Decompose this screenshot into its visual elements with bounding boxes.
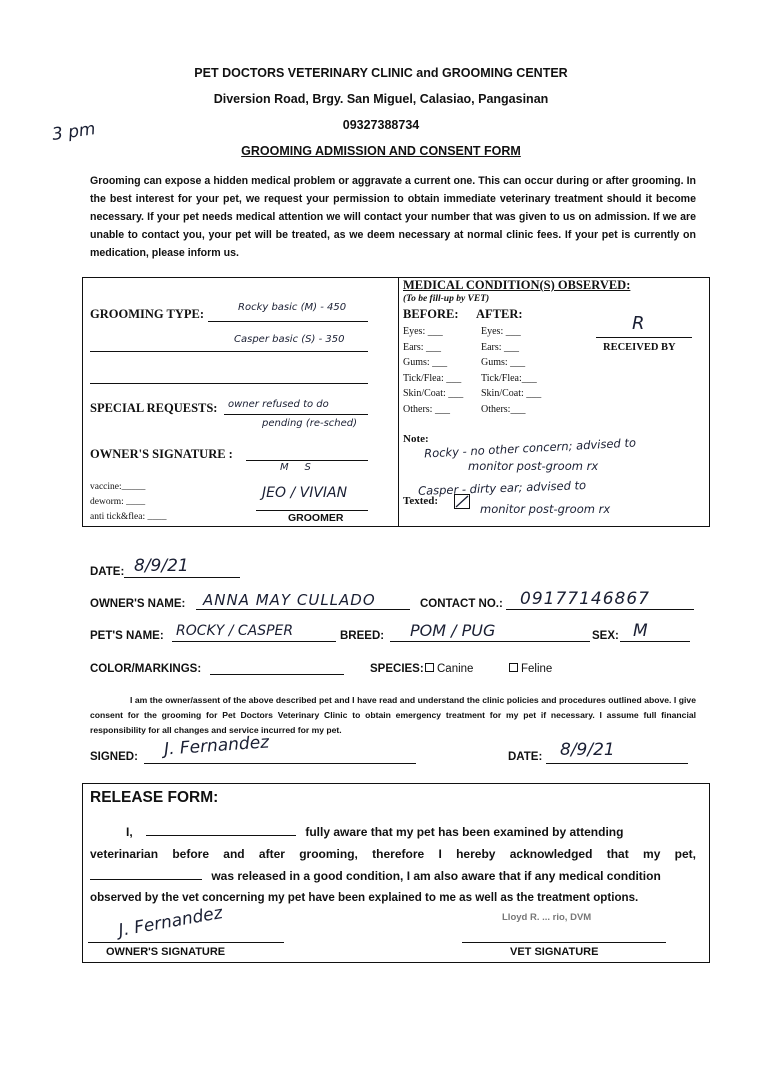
texted-checkbox[interactable] — [454, 494, 470, 509]
date-label: DATE: — [90, 566, 125, 578]
owner-signature-line — [246, 445, 368, 461]
texted-label: Texted: — [403, 495, 439, 507]
species-label: SPECIES: — [370, 663, 424, 675]
after-ears: Ears: ___ — [481, 341, 520, 353]
special-requests-value2: pending (re-sched) — [262, 418, 358, 429]
box-divider — [398, 277, 399, 526]
species-canine-option[interactable] — [425, 663, 473, 675]
grooming-type-value1: Rocky basic (M) - 450 — [238, 302, 347, 313]
deworm-label: deworm: ____ — [90, 497, 146, 507]
note-line4: monitor post-groom rx — [480, 502, 611, 516]
before-list — [403, 324, 463, 417]
breed-label: BREED: — [340, 630, 385, 642]
form-title: GROOMING ADMISSION AND CONSENT FORM — [241, 144, 521, 158]
received-label: RECEIVED BY — [603, 342, 676, 353]
before-skin: Skin/Coat: ___ — [403, 388, 464, 399]
before-label: BEFORE: — [403, 307, 459, 321]
grooming-type-line3 — [90, 368, 368, 384]
note-line3: Casper - dirty ear; advised to — [417, 478, 587, 498]
signed-date-label: DATE: — [508, 751, 543, 763]
canine-checkbox[interactable] — [425, 663, 434, 672]
after-tick: Tick/Flea:___ — [481, 372, 537, 384]
groomer-marks: M S — [280, 462, 311, 473]
special-requests-value1: owner refused to do — [228, 399, 329, 410]
release-line3-text: was released in a good condition, I am also aware that if any medical condition — [211, 869, 661, 883]
release-line1-text: fully aware that my pet has been examined by attending — [305, 825, 624, 839]
check-mark-icon — [455, 495, 469, 508]
release-i: I, — [126, 825, 133, 839]
vet-stamp: Lloyd R. ... rio, DVM — [502, 912, 592, 923]
canine-label: Canine — [437, 663, 474, 675]
after-gums: Gums: ___ — [481, 357, 526, 368]
color-markings-line — [210, 660, 344, 675]
special-requests-label: SPECIAL REQUESTS: — [90, 401, 218, 415]
antitick-label: anti tick&flea: ____ — [90, 512, 167, 522]
feline-label: Feline — [521, 663, 553, 675]
received-mark: R — [632, 313, 645, 334]
sex-label: SEX: — [592, 630, 619, 642]
clinic-phone: 09327388734 — [342, 118, 420, 132]
release-line1 — [90, 821, 696, 843]
release-pet-blank — [90, 865, 202, 880]
grooming-type-label: GROOMING TYPE: — [90, 307, 205, 321]
before-others: Others: ___ — [403, 403, 450, 415]
signed-signature: J. Fernandez — [163, 732, 270, 760]
groomer-label: GROOMER — [288, 512, 344, 524]
after-list — [481, 324, 541, 417]
species-feline-option[interactable] — [509, 663, 552, 675]
owner-name-label: OWNER'S NAME: — [90, 598, 186, 610]
contact-label: CONTACT NO.: — [420, 598, 503, 610]
note-line2: monitor post-groom rx — [468, 459, 599, 473]
after-others: Others:___ — [481, 403, 526, 415]
after-label: AFTER: — [476, 307, 523, 321]
before-eyes: Eyes: ___ — [403, 326, 443, 337]
before-ears: Ears: ___ — [403, 341, 442, 353]
release-line4: observed by the vet concerning my pet have been explained to me as well as the treatment options. — [90, 891, 639, 904]
note-line1: Rocky - no other concern; advised to — [423, 435, 637, 461]
pet-name-value: ROCKY / CASPER — [176, 623, 294, 639]
release-owner-line — [88, 928, 284, 943]
after-eyes: Eyes: ___ — [481, 326, 521, 337]
vaccine-label: vaccine:_____ — [90, 482, 146, 492]
before-tick: Tick/Flea: ___ — [403, 372, 462, 384]
owner-signature-label: OWNER'S SIGNATURE : — [90, 447, 233, 461]
color-markings-label: COLOR/MARKINGS: — [90, 663, 202, 675]
medical-title: MEDICAL CONDITION(S) OBSERVED: — [403, 278, 631, 292]
release-vet-line — [462, 928, 666, 943]
contact-value: 09177146867 — [520, 589, 650, 609]
before-gums: Gums: ___ — [403, 357, 448, 368]
pet-name-label: PET'S NAME: — [90, 630, 164, 642]
release-owner-label: OWNER'S SIGNATURE — [106, 946, 226, 958]
clinic-name: PET DOCTORS VETERINARY CLINIC and GROOMING CENTER — [194, 66, 568, 80]
medical-subtitle: (To be fill-up by VET) — [403, 294, 490, 304]
note-label: Note: — [403, 433, 429, 445]
after-skin: Skin/Coat: ___ — [481, 388, 542, 399]
groomer-signature: JEO / VIVIAN — [262, 485, 348, 501]
grooming-type-value2: Casper basic (S) - 350 — [234, 334, 345, 345]
release-line3 — [90, 865, 696, 887]
breed-value: POM / PUG — [410, 621, 496, 640]
signed-label: SIGNED: — [90, 751, 138, 763]
intro-paragraph: Grooming can expose a hidden medical problem or aggravate a current one. This can occur during or after grooming. In the best interest for your pet, we request your permission to obtain immediate veterinary treatment should it become necessary. If your pet needs medical attention we will contact your number that was given to us on admission. If we are unable to contact you, your pet will be treated, as we deem necessary at normal clinic fees. If your pet is currently on medication, please inform us. — [90, 175, 696, 259]
signed-date-value: 8/9/21 — [560, 740, 615, 760]
received-line — [596, 322, 692, 338]
date-value: 8/9/21 — [134, 556, 189, 576]
margin-note: 3 pm — [50, 119, 97, 145]
clinic-address: Diversion Road, Brgy. San Miguel, Calasiao, Pangasinan — [213, 92, 549, 106]
release-owner-signature: J. Fernandez — [117, 903, 225, 941]
sex-line — [620, 627, 690, 642]
groomer-line — [256, 495, 368, 511]
release-name-blank — [146, 821, 296, 836]
release-vet-label: VET SIGNATURE — [510, 946, 599, 958]
release-title: RELEASE FORM: — [90, 789, 219, 806]
consent-paragraph: I am the owner/assent of the above described pet and I have read and understand the clinic policies and procedures outlined above. I give consent for the grooming for Pet Doctors Veterinary Clinic to obtain emergency treatment for my pet if necessary. I assume full financial responsibility for all changes and service incurred for my pet. — [90, 695, 696, 735]
feline-checkbox[interactable] — [509, 663, 518, 672]
release-line2: veterinarian before and after grooming, therefore I hereby acknowledged that my pet, — [90, 847, 696, 861]
owner-name-value: ANNA MAY CULLADO — [203, 591, 376, 609]
sex-value: M — [633, 621, 648, 641]
